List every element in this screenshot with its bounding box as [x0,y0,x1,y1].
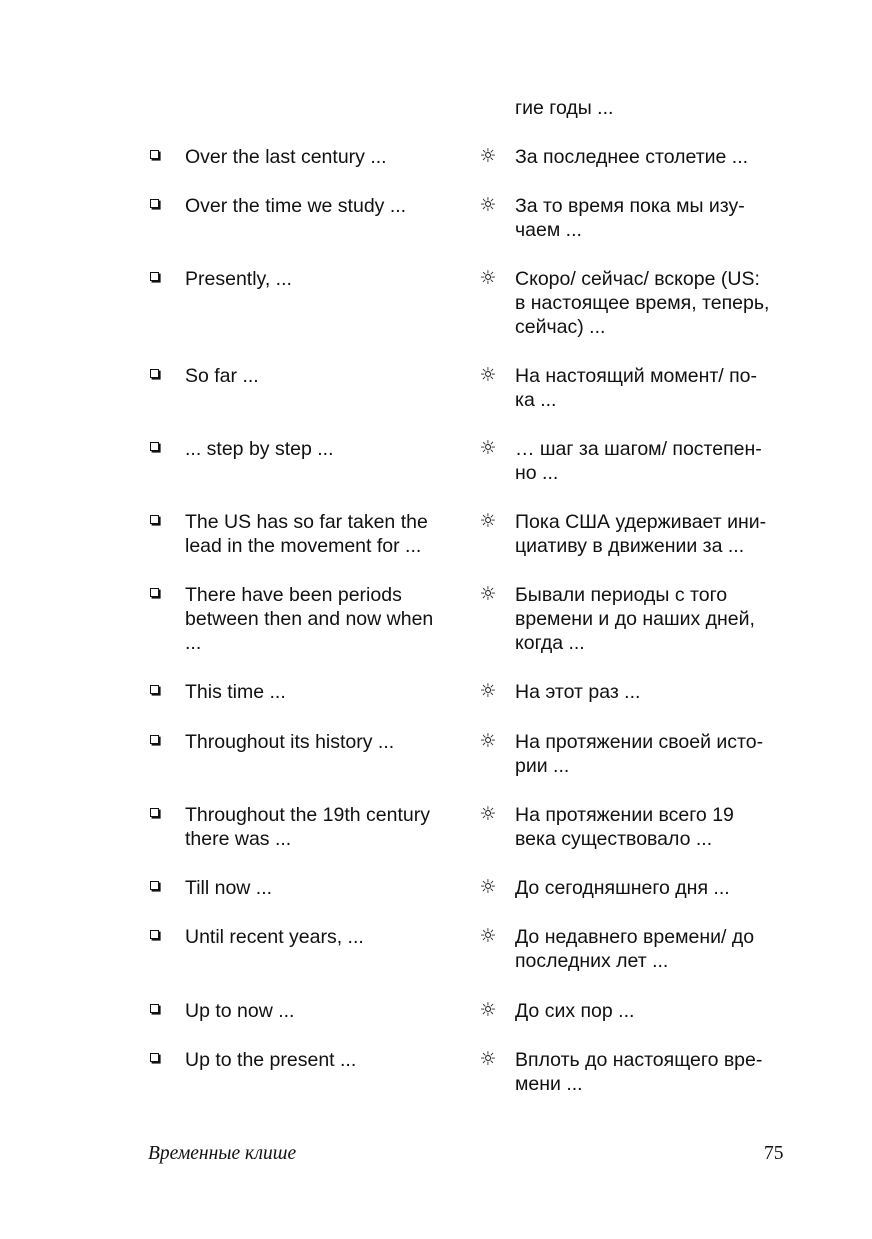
sun-icon: ☼ [479,194,497,216]
sun-icon: ☼ [479,925,497,947]
russian-translation [515,194,800,242]
russian-translation [515,1048,800,1096]
page-number: 75 [764,1143,784,1164]
checkbox-square-icon [150,1053,159,1062]
russian-translation-line: На этот раз ... [515,681,641,703]
sun-icon: ☼ [479,145,497,167]
russian-translation [515,803,800,851]
english-phrase [185,145,455,169]
russian-translation-line: ка ... [515,389,557,411]
russian-translation-line: циативу в движении за ... [515,535,745,557]
checkbox-square-icon [150,515,159,524]
english-phrase-line: This time ... [185,681,286,703]
english-phrase-line: Throughout the 19th century [185,804,430,826]
english-phrase-line: Presently, ... [185,268,292,290]
english-phrase [185,267,455,291]
russian-translation-line: На настоящий момент/ по- [515,365,758,387]
russian-translation-line: времени и до наших дней, [515,608,755,630]
russian-translation-line: последних лет ... [515,950,669,972]
checkbox-square-icon [150,1004,159,1013]
russian-translation-line: На протяжении своей исто- [515,731,764,753]
russian-translation-line: рии ... [515,755,570,777]
english-phrase-line: So far ... [185,365,259,387]
sun-icon: ☼ [479,364,497,386]
english-phrase [185,925,455,949]
russian-translation [515,925,800,973]
english-phrase [185,583,455,655]
russian-translation-line: когда ... [515,632,585,654]
russian-translation-line: но ... [515,462,559,484]
english-phrase-line: there was ... [185,828,292,850]
russian-translation-line: в настоящее время, теперь, [515,292,770,314]
russian-translation-line: За то время пока мы изу- [515,195,745,217]
russian-translation-line: На протяжении всего 19 [515,804,734,826]
russian-translation-line: мени ... [515,1073,583,1095]
footer-title: Временные клише [148,1143,297,1164]
checkbox-square-icon [150,930,159,939]
english-phrase-line: ... [185,632,202,654]
english-phrase-line: ... step by step ... [185,438,334,460]
checkbox-square-icon [150,588,159,597]
english-phrase-line: Up to now ... [185,1000,295,1022]
sun-icon: ☼ [479,267,497,289]
checkbox-square-icon [150,150,159,159]
checkbox-square-icon [150,272,159,281]
sun-icon: ☼ [479,876,497,898]
continuation-text: гие годы ... [515,97,614,119]
english-phrase-line: lead in the movement for ... [185,535,422,557]
sun-icon: ☼ [479,999,497,1021]
english-phrase [185,680,455,704]
english-phrase-line: Over the last century ... [185,146,387,168]
checkbox-square-icon [150,685,159,694]
checkbox-square-icon [150,881,159,890]
sun-icon: ☼ [479,730,497,752]
russian-translation [515,267,800,339]
english-phrase-line: Until recent years, ... [185,926,364,948]
sun-icon: ☼ [479,510,497,532]
russian-translation [515,364,800,412]
russian-translation-line: Скоро/ сейчас/ вскоре (US: [515,268,760,290]
english-phrase-line: Throughout its history ... [185,731,395,753]
sun-icon: ☼ [479,803,497,825]
russian-translation-line: До сегодняшнего дня ... [515,877,730,899]
english-phrase-line: Over the time we study ... [185,195,407,217]
english-phrase-line: The US has so far taken the [185,511,428,533]
checkbox-square-icon [150,442,159,451]
english-phrase [185,510,455,558]
sun-icon: ☼ [479,583,497,605]
checkbox-square-icon [150,369,159,378]
english-phrase-line: Till now ... [185,877,273,899]
russian-translation [515,876,800,900]
sun-icon: ☼ [479,680,497,702]
sun-icon: ☼ [479,1048,497,1070]
russian-translation-line: Пока США удерживает ини- [515,511,767,533]
russian-translation-line: До недавнего времени/ до [515,926,755,948]
russian-translation [515,680,800,704]
english-phrase [185,876,455,900]
english-phrase-line: between then and now when [185,608,434,630]
english-phrase [185,803,455,851]
russian-translation-line: Бывали периоды с того [515,584,728,606]
russian-translation-line: Вплоть до настоящего вре- [515,1049,763,1071]
russian-translation [515,510,800,558]
russian-translation-line: сейчас) ... [515,316,606,338]
english-phrase [185,730,455,754]
english-phrase [185,999,455,1023]
english-phrase [185,437,455,461]
checkbox-square-icon [150,735,159,744]
russian-translation-line: До сих пор ... [515,1000,635,1022]
russian-translation-line: … шаг за шагом/ постепен- [515,438,762,460]
english-phrase-line: Up to the present ... [185,1049,357,1071]
russian-translation [515,730,800,778]
sun-icon: ☼ [479,437,497,459]
russian-translation [515,583,800,655]
russian-translation-line: века существовало ... [515,828,713,850]
english-phrase [185,364,455,388]
english-phrase [185,194,455,218]
russian-translation-line: За последнее столетие ... [515,146,749,168]
russian-translation [515,999,800,1023]
checkbox-square-icon [150,199,159,208]
russian-translation [515,145,800,169]
russian-translation-line: чаем ... [515,219,582,241]
russian-translation [515,437,800,485]
checkbox-square-icon [150,808,159,817]
english-phrase-line: There have been periods [185,584,402,606]
english-phrase [185,1048,455,1072]
